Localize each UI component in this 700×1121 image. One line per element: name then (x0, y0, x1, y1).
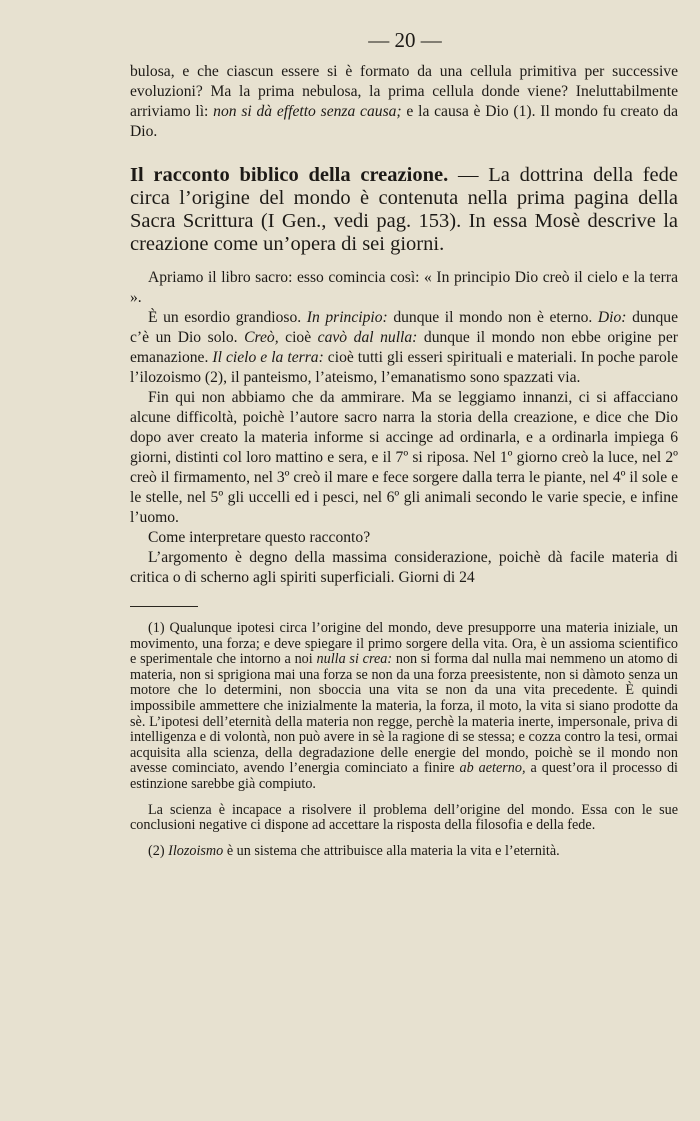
italic-run: ab aeterno, (459, 760, 526, 777)
italic-run: In principio: (306, 309, 388, 326)
footnote-divider (130, 606, 198, 607)
text-run: cioè (278, 329, 318, 346)
text-run: dunque il mondo non è eterno. (387, 309, 598, 326)
text-run: e la causa è Dio (1). Il mondo fu creato da Dio. (130, 103, 679, 140)
text-run: cioè tutti gli esseri spirituali e materiali. In poche parole l’ilozoismo (2), il panteismo, l’ateismo, l’emanatismo sono spazzati via. (130, 349, 678, 386)
continuation-paragraph (130, 62, 678, 142)
page-number: — 20 — (368, 28, 442, 52)
italic-run: Il cielo e la terra: (212, 349, 324, 366)
italic-run: cavò dal nulla: (317, 329, 418, 346)
section-text: — La dottrina della fede circa l’origine del mondo è contenuta nella prima pagina della Sacra Scrittura (I Gen., vedi pag. 153). In essa Mosè descrive la creazione come un’opera di sei giorni. (130, 164, 678, 255)
paragraph-3: Fin qui non abbiamo che da ammirare. Ma se leggiamo innanzi, ci si affacciano alcune difficoltà, poichè l’autore sacro narra la storia della creazione, e dice che Dio dopo aver creato la materia informe si accinge ad ordinarla, e a ordinarla impiega 6 giorni, distinti col loro mattino e sera, e il 7º si riposa. Nel 1º giorno creò la luce, nel 2º creò il firmamento, nel 3º creò il mare e fece sorgere dalla terra le piante, nel 4º il sole e le stelle, nel 5º gli uccelli ed i pesci, nel 6º gli animali secondo le varie specie, e infine l’uomo. (130, 389, 678, 526)
section-heading: Il racconto biblico della creazione. (130, 164, 449, 186)
text-run: non si forma dal nulla mai nemmeno un atomo di materia, non si sprigiona mai una forza se non da una forza preesistente, non si dàmoto senza un motore che lo determini, non sboccia una vita se non da una vita precedente. È quindi impossibile ammettere che inizialmente la materia, la forza, il moto, la vita si siano prodotte da sè. L’ipotesi dell’eternità della materia non regge, perchè la materia inerte, impersonale, priva di intelligenza e di volontà, non può avere in sè la ragione di se stessa; e cozza contro la tesi, ormai acquisita alla scienza, della degradazione delle energie del mondo, poichè se il mondo non avesse cominciato, avendo l’energia cominciato a finire (130, 651, 678, 777)
text-run: È un esordio grandioso. (148, 309, 307, 326)
text-run: a quest’ora il processo di estinzione sarebbe già compiuto. (130, 760, 678, 792)
italic-run: non si dà effetto senza causa; (213, 103, 402, 120)
text-run: (2) (148, 842, 169, 859)
text-run: è un sistema che attribuisce alla materia la vita e l’eternità. (223, 842, 560, 859)
paragraph-2 (130, 308, 678, 388)
section-intro (130, 164, 678, 256)
footnote-1-continued: La scienza è incapace a risolvere il problema dell’origine del mondo. Essa con le sue conclusioni negative ci dispone ad accettare la risposta della filosofia e della fede. (130, 801, 678, 834)
paragraph-1: Apriamo il libro sacro: esso comincia così: « In principio Dio creò il cielo e la terra ». (130, 269, 678, 306)
footnote-1 (130, 621, 678, 793)
paragraph-4: Come interpretare questo racconto? (148, 529, 371, 546)
page-body (130, 62, 678, 859)
text-run: (1) Qualunque ipotesi circa l’origine del mondo, deve presupporre una materia iniziale, un movimento, una forza; e deve spiegare il primo sorgere della vita. Ora, è un assioma scientifico e sperimentale che intorno a noi (130, 620, 678, 668)
italic-run: nulla si crea: (316, 651, 393, 668)
italic-run: Creò, (244, 329, 279, 346)
text-run: dunque il mondo non ebbe origine per emanazione. (130, 329, 678, 366)
footnote-2 (130, 844, 678, 860)
paragraph-5: L’argomento è degno della massima considerazione, poichè dà facile materia di critica o di scherno agli spiriti superficiali. Giorni di 24 (130, 549, 678, 586)
italic-run: Ilozoismo (168, 842, 224, 859)
italic-run: Dio: (597, 309, 627, 326)
text-run: bulosa, e che ciascun essere si è formato da una cellula primitiva per successive evoluzioni? Ma la prima nebulosa, la prima cellula donde viene? Ineluttabilmente arriviamo lì: (130, 63, 678, 120)
text-run: dunque c’è un Dio solo. (130, 309, 678, 346)
